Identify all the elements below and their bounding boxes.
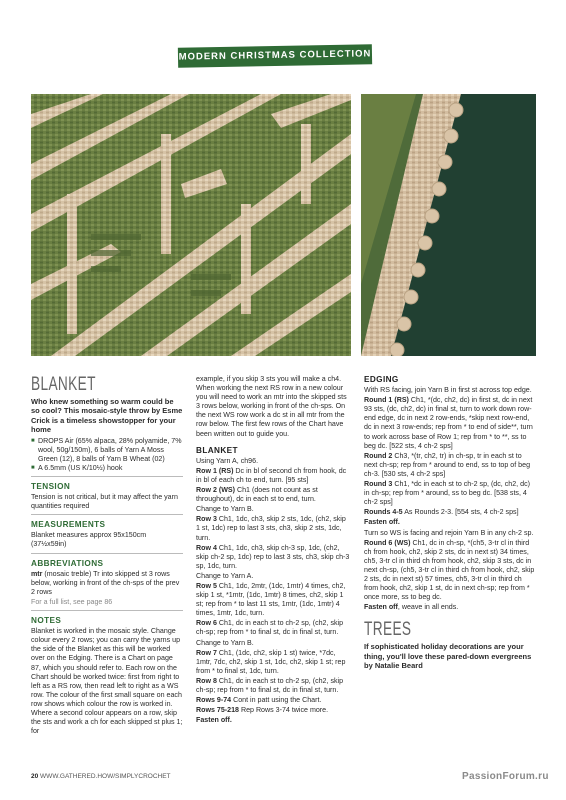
instruction-text: As Rounds 2-3. [554 sts, 4 ch-2 sps] bbox=[402, 508, 519, 517]
divider bbox=[31, 514, 183, 515]
instruction-text: Ch1, *(dc, ch2, dc) in first st, dc in next 93 sts, (dc, ch2, dc) in final st, turn to work down row-end edge, dc in next 2 row-ends, *skip next row-end, dc in next 3 row-ends; rep from * to end of side**, turn to work across base of Row 1; rep from * to **, ss to beg dc. [522 sts, 4 ch-2 sps] bbox=[364, 396, 533, 450]
instruction-label: Fasten off. bbox=[196, 716, 232, 725]
tension-text: Tension is not critical, but it may affect the yarn quantities required bbox=[31, 493, 178, 511]
instruction-line bbox=[196, 486, 351, 504]
trees-intro: If sophisticated holiday decorations are your thing, you'll love these pared-down evergreens by Natalie Beard bbox=[364, 642, 532, 671]
instruction-label: Row 6 bbox=[196, 619, 217, 628]
measurements-title: MEASUREMENTS bbox=[31, 520, 106, 530]
instruction-text: Using Yarn A, ch96. bbox=[196, 456, 259, 465]
instruction-line bbox=[364, 480, 536, 507]
instruction-text: Change to Yarn B. bbox=[196, 638, 254, 647]
instruction-label: Rows 75-218 bbox=[196, 706, 239, 715]
column-2 bbox=[196, 375, 351, 726]
instruction-text: Ch1, dc in each st to ch-2 sp, (ch2, skip ch-sp; rep from * to final st, dc in final st, turn. bbox=[196, 619, 344, 637]
instruction-line bbox=[364, 386, 536, 395]
instruction-label: Fasten off. bbox=[364, 518, 400, 527]
instruction-text: Rep Rows 3-74 twice more. bbox=[238, 706, 329, 715]
instruction-label: Row 5 bbox=[196, 581, 217, 590]
notes-text: Blanket is worked in the mosaic style. Change colour every 2 rows; you can carry the yarns up the side of the Blanket as this will be worked over on the Edging. There is a Chart on page 87, which you should refer to. Each row on the Chart should be worked twice: first from right to left as a RS row, then read left to right as a WS row. The colour of the first small square on each row shows which colour the row is worked in. Where a second colour appears on a row, skip the sts and work a ch for each skipped st plus 1; for bbox=[31, 627, 183, 736]
pompom-edging-image bbox=[361, 94, 536, 356]
footer-url[interactable]: WWW.GATHERED.HOW/SIMPLYCROCHET bbox=[40, 773, 171, 780]
abbreviation-term: mtr bbox=[31, 569, 43, 578]
instruction-text: Ch3, *(tr, ch2, tr) in ch-sp, tr in each st to next ch-sp; rep from * around to end, ss to top of beg ch-3. [530 sts, 4 ch-2 sps] bbox=[364, 451, 531, 478]
edging-instructions bbox=[364, 386, 536, 612]
measurements-text: Blanket measures approx 95x150cm (37½x59in) bbox=[31, 531, 147, 549]
instruction-text: Ch1, 1dc, 2mtr, (1dc, 1mtr) 4 times, ch2, skip 1 st, *1mtr, (1dc, 1mtr) 8 times, ch2, skip 1 st; rep from * to last 11 sts, 1mtr, (1dc, 1mtr) 4 times, 1mtr, 1dc, turn. bbox=[196, 581, 346, 618]
instruction-line bbox=[364, 508, 536, 517]
notes-title: NOTES bbox=[31, 616, 62, 626]
instruction-line bbox=[364, 518, 536, 527]
blanket-pattern-title: BLANKET bbox=[196, 445, 238, 455]
watermark: PassionForum.ru bbox=[462, 771, 549, 782]
instruction-text: Dc in bl of second ch from hook, dc in bl of each ch to end, turn. [95 sts] bbox=[196, 466, 347, 484]
instruction-line bbox=[196, 677, 351, 695]
abbreviation-definition: (mosaic treble) Tr into skipped st 3 rows below, working in front of the ch-sps of the prev 2 rows bbox=[31, 569, 180, 596]
instruction-text: Ch1 (does not count as st throughout), dc in each st to end, turn. bbox=[196, 486, 318, 504]
instruction-text: , weave in all ends. bbox=[397, 603, 459, 612]
instruction-line bbox=[364, 452, 536, 479]
blanket-photo bbox=[31, 94, 351, 356]
instruction-line bbox=[196, 706, 351, 715]
instruction-label: Fasten off bbox=[364, 603, 398, 612]
abbreviations-title: ABBREVIATIONS bbox=[31, 558, 104, 568]
page-footer bbox=[31, 773, 171, 780]
section-banner: MODERN CHRISTMAS COLLECTION bbox=[178, 44, 372, 67]
instruction-line bbox=[196, 457, 351, 466]
instruction-label: Row 1 (RS) bbox=[196, 466, 234, 475]
instruction-text: With RS facing, join Yarn B in first st across top edge. bbox=[364, 386, 532, 395]
trees-heading: TREES bbox=[364, 619, 412, 641]
divider bbox=[31, 476, 183, 477]
instruction-label: Row 7 bbox=[196, 648, 217, 657]
instruction-line bbox=[196, 716, 351, 725]
instruction-line bbox=[196, 619, 351, 637]
instruction-line bbox=[196, 505, 351, 514]
edging-photo bbox=[361, 94, 536, 356]
instruction-label: Round 1 (RS) bbox=[364, 396, 409, 405]
instruction-text: Change to Yarn B. bbox=[196, 505, 254, 514]
instruction-line bbox=[364, 529, 536, 538]
materials-list bbox=[31, 437, 183, 473]
instruction-line bbox=[196, 582, 351, 618]
instruction-line bbox=[196, 544, 351, 571]
notes-continued: example, if you skip 3 sts you will make a ch4. When working the next RS row in a new colour you will need to work an mtr into the skipped sts 3 rows below, working in front of the ch-sps. On the next WS row work a dc st in all mtr from the row below. The first few rows of the Chart have been written out to guide you. bbox=[196, 375, 347, 438]
instruction-label: Round 3 bbox=[364, 480, 393, 489]
abbreviations-text bbox=[31, 570, 183, 597]
instruction-text: Ch1, 1dc, ch3, skip ch-3 sp, 1dc, (ch2, skip ch-2 sp, 1dc) rep to last 3 sts, ch3, skip ch-3 sp, 1dc, turn. bbox=[196, 543, 350, 570]
instruction-text: Change to Yarn A. bbox=[196, 571, 254, 580]
instruction-text: Ch1, (1dc, ch2, skip 1 st) twice, *7dc, 1mtr, 7dc, ch2, skip 1 st, 1dc, ch2, skip 1 st; rep from * to final st, 1dc, turn. bbox=[196, 648, 346, 675]
page-number: 20 bbox=[31, 773, 39, 780]
instruction-label: Round 2 bbox=[364, 451, 393, 460]
instruction-line bbox=[196, 639, 351, 648]
blanket-heading: BLANKET bbox=[31, 374, 96, 395]
instruction-text: Ch1, 1dc, ch3, skip 2 sts, 1dc, (ch2, skip 1 st, 1dc) rep to last 3 sts, ch3, skip 2 sts, 1dc, turn. bbox=[196, 515, 346, 542]
instruction-line bbox=[364, 396, 536, 451]
instruction-label: Row 3 bbox=[196, 515, 217, 524]
instruction-text: Cont in patt using the Chart. bbox=[231, 696, 322, 705]
edging-title: EDGING bbox=[364, 375, 399, 384]
mosaic-blanket-image bbox=[31, 94, 351, 356]
blanket-intro: Who knew something so warm could be so cool? This mosaic-style throw by Esme Crick is a timeless showstopper for your home bbox=[31, 397, 183, 435]
list-item: ■ DROPS Air (65% alpaca, 28% polyamide, 7% wool, 50g/150m), 6 balls of Yarn A Moss Green (12), 8 balls of Yarn B Wheat (02) bbox=[31, 437, 183, 464]
blanket-instructions bbox=[196, 457, 351, 726]
instruction-line bbox=[196, 572, 351, 581]
abbreviations-link[interactable]: For a full list, see page 86 bbox=[31, 597, 113, 606]
column-1 bbox=[31, 375, 183, 737]
divider bbox=[31, 553, 183, 554]
instruction-label: Row 4 bbox=[196, 543, 217, 552]
instruction-label: Round 6 (WS) bbox=[364, 538, 411, 547]
instruction-line bbox=[196, 696, 351, 705]
instruction-line bbox=[364, 539, 536, 603]
instruction-label: Rows 9-74 bbox=[196, 696, 232, 705]
instruction-label: Rounds 4-5 bbox=[364, 508, 403, 517]
instruction-label: Row 8 bbox=[196, 676, 217, 685]
instruction-text: Ch1, dc in each st to ch-2 sp, (ch2, skip ch-sp; rep from * to final st, dc in final st, turn. bbox=[196, 676, 344, 694]
instruction-line bbox=[364, 603, 536, 612]
tension-title: TENSION bbox=[31, 482, 71, 491]
instruction-line bbox=[196, 649, 351, 676]
instruction-label: Row 2 (WS) bbox=[196, 486, 236, 495]
column-3 bbox=[364, 375, 536, 673]
divider bbox=[31, 610, 183, 611]
list-item: ■ A 6.5mm (US K/10½) hook bbox=[31, 464, 183, 473]
instruction-line bbox=[196, 515, 351, 542]
instruction-text: Turn so WS is facing and rejoin Yarn B in any ch-2 sp. bbox=[364, 528, 534, 537]
instruction-text: Ch1, *dc in each st to ch-2 sp, (dc, ch2, dc) in ch-sp; rep from * around, ss to beg dc. [538 sts, 4 ch-2 sps] bbox=[364, 480, 530, 507]
instruction-text: Ch1, dc in ch-sp, *(ch5, 3-tr cl in third ch from hook, ch2, skip 2 sts, dc in next st) 34 times, ch5, 3-tr cl in third ch from hook, ch2, skip 3 sts, dc in next ch-sp, (ch5, 3-tr cl in third ch from hook, ch2, skip 2 sts, dc in next st) 57 times, ch5, 3-tr cl in third ch from hook, ch2, skip 1 st, dc in next ch-sp; rep from * once more, ss to beg dc. bbox=[364, 538, 535, 602]
instruction-line bbox=[196, 467, 351, 485]
